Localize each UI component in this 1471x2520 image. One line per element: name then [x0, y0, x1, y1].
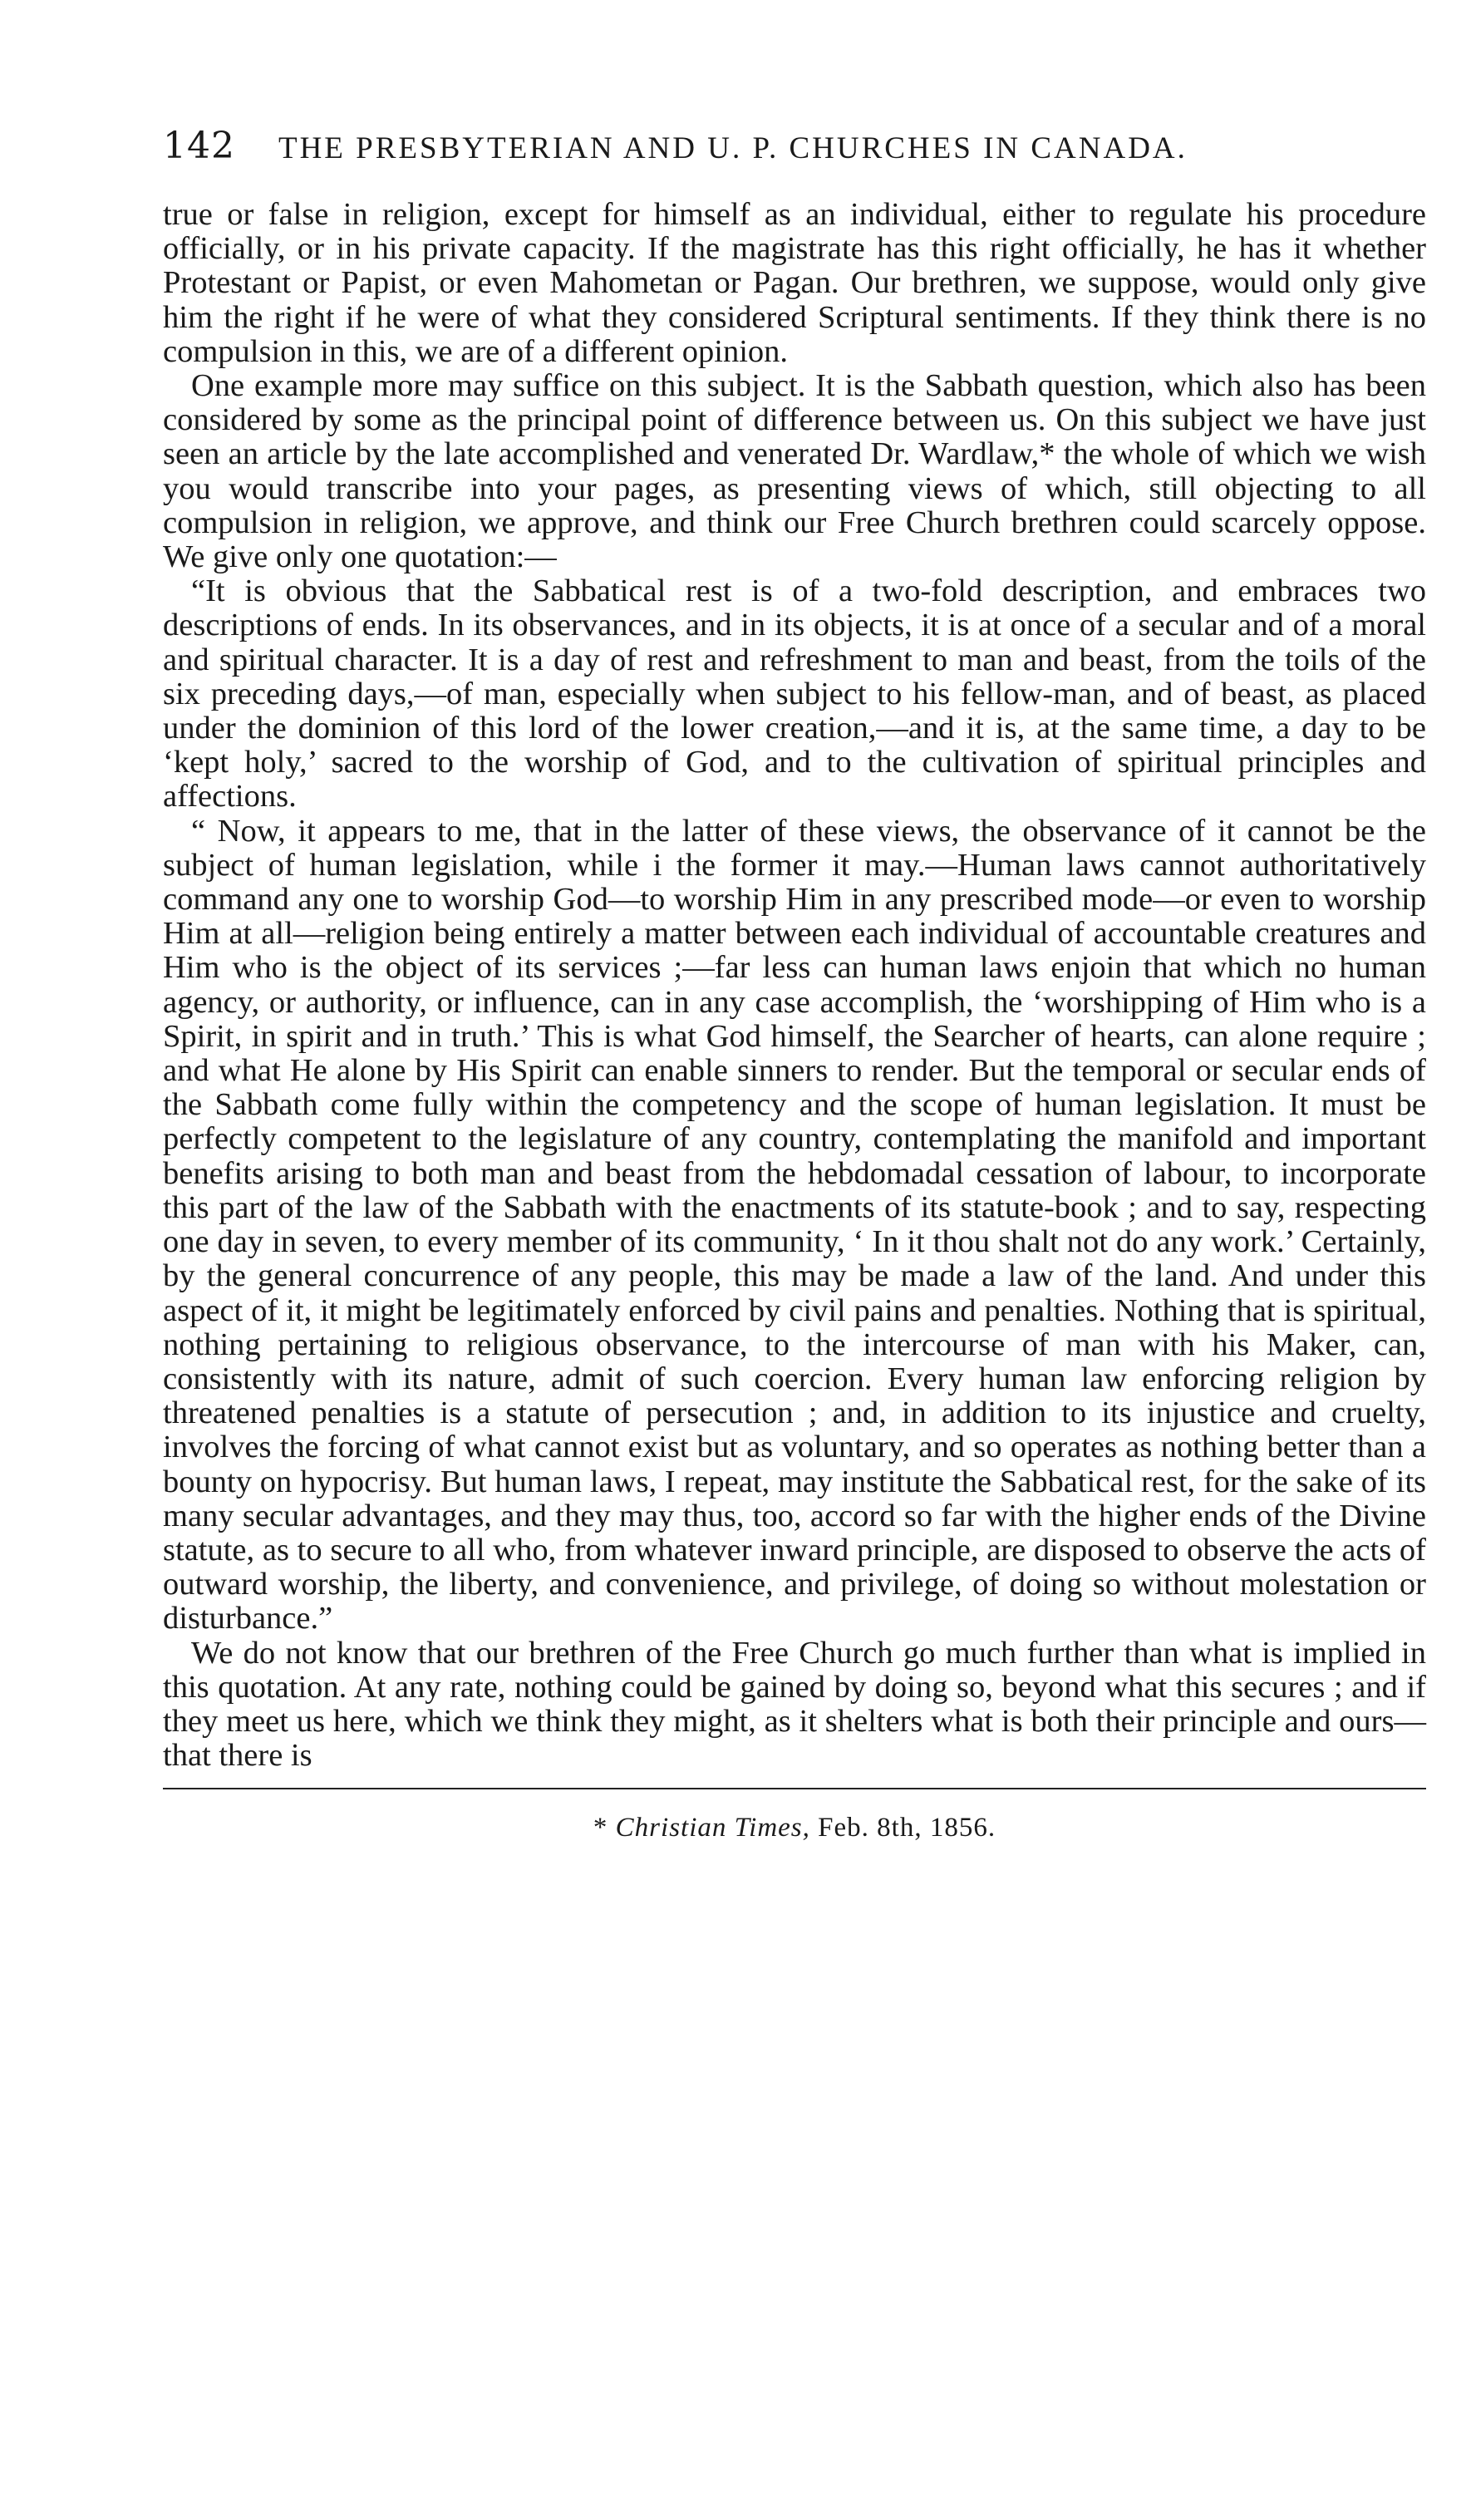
running-title: THE PRESBYTERIAN AND U. P. CHURCHES IN CANADA.: [278, 131, 1188, 165]
page-number: 142: [163, 125, 235, 167]
quotation-paragraph: “It is obvious that the Sabbatical rest is of a two-fold description, and embraces two descriptions of ends. In its observances, and in its objects, it is at once of a secular and of a moral and spiritual character. It is a day of rest and refreshment to man and beast, from the toils of the six preceding days,—of man, especially when subject to his fellow-man, and of beast, as placed under the dominion of this lord of the lower creation,—and it is, at the same time, a day to be ‘kept holy,’ sacred to the worship of God, and to the cultivation of spiritual principles and affections.: [163, 573, 1426, 815]
quotation-paragraph: “ Now, it appears to me, that in the latter of these views, the observance of it cannot be the subject of human legislation, while i the former it may.—Human laws cannot authoritatively command any one to worship God—to worship Him in any prescribed mode—or even to worship Him at all—religion being entirely a matter between each individual of accountable creatures and Him who is the object of its services ;—far less can human laws enjoin that which no human agency, or authority, or influence, can in any case accomplish, the ‘worshipping of Him who is a Spirit, in spirit and in truth.’ This is what God himself, the Searcher of hearts, can alone require ; and what He alone by His Spirit can enable sinners to render. But the temporal or secular ends of the Sabbath come fully within the competency and the scope of human legislation. It must be perfectly competent to the legislature of any country, contemplating the manifold and important benefits arising to both man and beast from the hebdomadal cessation of labour, to incorporate this part of the law of the Sabbath with the enactments of its statute-book ; and to say, respecting one day in seven, to every member of its community, ‘ In it thou shalt not do any work.’ Certainly, by the general concurrence of any people, this may be made a law of the land. And under this aspect of it, it might be legitimately enforced by civil pains and penalties. Nothing that is spiritual, nothing pertaining to religious observance, to the intercourse of man with his Maker, can, consistently with its nature, admit of such coercion. Every human law enforcing religion by threatened penalties is a statute of persecution ; and, in addition to its injustice and cruelty, involves the forcing of what cannot exist but as voluntary, and so operates as nothing better than a bounty on hypocrisy. But human laws, I repeat, may institute the Sabbatical rest, for the sake of its many secular advantages, and they may thus, too, accord so far with the higher ends of the Divine statute, as to secure to all who, from whatever inward principle, are disposed to observe the acts of outward worship, the liberty, and convenience, and privilege, of doing so without molestation or disturbance.”: [163, 813, 1426, 1637]
body-text: [163, 198, 1426, 1773]
page-header: [163, 125, 1426, 183]
footnote-marker: *: [593, 1813, 608, 1843]
book-page: [163, 125, 1426, 1843]
footnote-divider: [163, 1788, 1426, 1789]
paragraph-continued: true or false in religion, except for himself as an individual, either to regulate his procedure officially, or in his private capacity. If the magistrate has this right officially, he has it whether Protestant or Papist, or even Mahometan or Pagan. Our brethren, we suppose, would only give him the right if he were of what they considered Scriptural sentiments. If they think there is no compulsion in this, we are of a different opinion.: [163, 197, 1426, 369]
footnote-source: Christian Times,: [615, 1813, 810, 1843]
paragraph: We do not know that our brethren of the Free Church go much further than what is implied in this quotation. At any rate, nothing could be gained by doing so, beyond what this secures ; and if they meet us here, which we think they might, as it shelters what is both their principle and ours—that there is: [163, 1635, 1426, 1774]
footnote: [163, 1813, 1426, 1843]
footnote-date: Feb. 8th, 1856.: [818, 1813, 996, 1843]
paragraph: One example more may suffice on this subject. It is the Sabbath question, which also has been considered by some as the principal point of difference between us. On this subject we have just seen an article by the late accomplished and venerated Dr. Wardlaw,* the whole of which we wish you would transcribe into your pages, as presenting views of which, still objecting to all compulsion in religion, we approve, and think our Free Church brethren could scarcely oppose. We give only one quotation:—: [163, 368, 1426, 575]
